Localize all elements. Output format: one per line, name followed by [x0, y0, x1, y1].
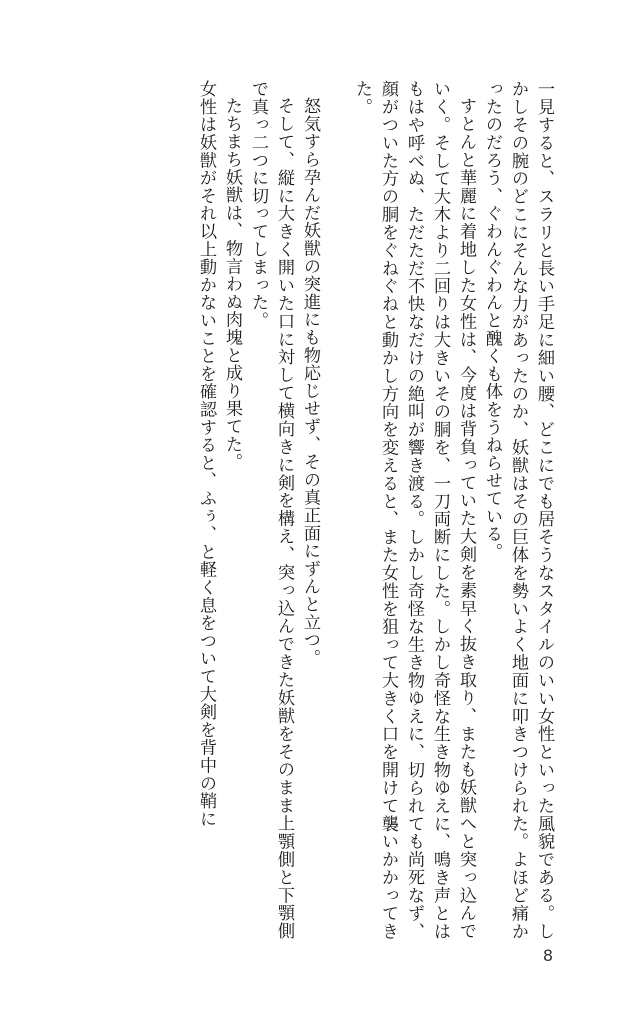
paragraph-6: 女性は妖獣がそれ以上動かないことを確認すると、ふぅ、と軽く息をついて大剣を背中の鞘に	[196, 80, 216, 828]
page-number: 8	[542, 946, 553, 965]
paragraph-5: たちまち妖獣は、物言わぬ肉塊と成り果てた。	[222, 97, 242, 471]
paragraph-2: すとんと華麗に着地した女性は、今度は背負っていた大剣を素早く抜き取り、またも妖獣へと突っ込んでいく。そして大木より二回りは大きいその胴を、一刀両断にした。しかし奇怪な生き物ゆえに、鳴き声とはもはや呼べぬ、ただただ不快なだけの絶叫が響き渡る。しかし奇怪な生き物ゆえに、切られても尚死なず、顔がついた方の胴をぐねぐねと動かし方向を変えると、また女性を狙って大きく口を開けて襲いかかってきた。	[352, 80, 476, 940]
paragraph-1: 一見すると、スラリと長い手足に細い腰、どこにでも居そうなスタイルのいい女性といった風貌である。しかしその腕のどこにそんな力があったのか、妖獣はその巨体を勢いよく地面に叩きつけられた。よほど痛かったのだろう、ぐわんぐわんと醜くも体をうねらせている。	[482, 80, 554, 940]
paragraph-4: そして、縦に大きく開いた口に対して横向きに剣を構え、突っ込んできた妖獣をそのまま上顎側と下顎側で真っ二つに切ってしまった。	[248, 80, 294, 940]
paragraph-break	[323, 80, 349, 940]
vertical-text-body	[193, 80, 557, 940]
paragraph-3: 怒気すら孕んだ妖獣の突進にも物応じせず、その真正面にずんと立つ。	[300, 97, 320, 667]
